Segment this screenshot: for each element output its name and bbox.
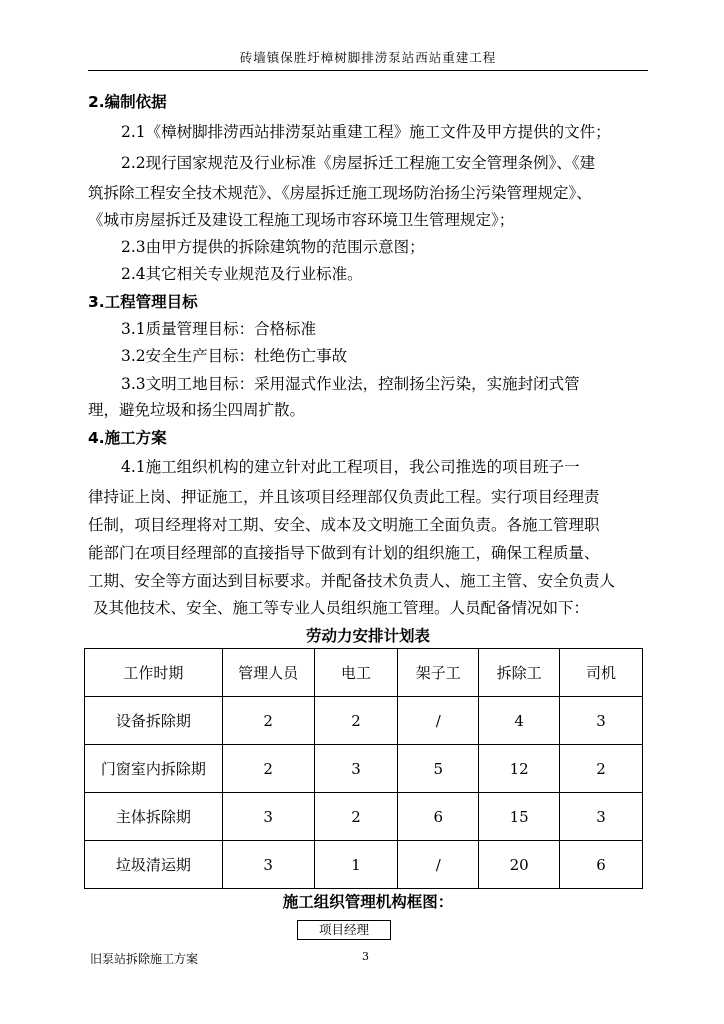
column-header: 管理人员 xyxy=(222,649,314,697)
table-cell: / xyxy=(398,841,479,889)
paragraph-line: 3.3文明工地目标：采用湿式作业法，控制扬尘污染，实施封闭式管 xyxy=(121,375,580,393)
table-cell: 15 xyxy=(479,793,560,841)
labor-table-title: 劳动力安排计划表 xyxy=(305,627,430,645)
table-cell: / xyxy=(398,697,479,745)
table-cell: 1 xyxy=(314,841,398,889)
paragraph-line: 2.1《樟树脚排涝西站排涝泵站重建工程》施工文件及甲方提供的文件； xyxy=(121,123,611,141)
paragraph-line: 4.1施工组织机构的建立针对此工程项目，我公司推选的项目班子一 xyxy=(121,458,580,476)
header-rule xyxy=(88,70,648,71)
paragraph-line: 理，避免垃圾和扬尘四周扩散。 xyxy=(88,401,306,419)
paragraph-line: 2.4其它相关专业规范及行业标准。 xyxy=(121,265,363,283)
paragraph-line: 律持证上岗、押证施工，并且该项目经理部仅负责此工程。实行项目经理责 xyxy=(88,488,600,506)
table-cell: 2 xyxy=(314,793,398,841)
column-header: 电工 xyxy=(314,649,398,697)
paragraph-line: 2.2现行国家规范及行业标准《房屋拆迁工程施工安全管理条例》、《建 xyxy=(121,154,596,172)
section-4-heading: 4.施工方案 xyxy=(88,429,167,447)
table-cell: 垃圾清运期 xyxy=(85,841,223,889)
paragraph-line: 筑拆除工程安全技术规范》、《房屋拆迁施工现场防治扬尘污染管理规定》、 xyxy=(88,184,592,202)
org-chart-box-project-manager: 项目经理 xyxy=(297,920,391,940)
paragraph-line: 工期、安全等方面达到目标要求。并配备技术负责人、施工主管、安全负责人 xyxy=(88,572,616,590)
paragraph-line: 任制，项目经理将对工期、安全、成本及文明施工全面负责。各施工管理职 xyxy=(88,516,600,534)
labor-plan-table xyxy=(84,648,643,889)
table-cell: 3 xyxy=(560,697,643,745)
table-cell: 20 xyxy=(479,841,560,889)
table-cell: 6 xyxy=(398,793,479,841)
org-chart-title: 施工组织管理机构框图： xyxy=(282,893,454,911)
section-2-heading: 2.编制依据 xyxy=(88,93,167,111)
table-cell: 3 xyxy=(222,841,314,889)
table-cell: 2 xyxy=(222,697,314,745)
table-row xyxy=(85,841,643,889)
table-cell: 5 xyxy=(398,745,479,793)
table-cell: 6 xyxy=(560,841,643,889)
table-cell: 设备拆除期 xyxy=(85,697,223,745)
column-header: 拆除工 xyxy=(479,649,560,697)
column-header: 司机 xyxy=(560,649,643,697)
table-header-row xyxy=(85,649,643,697)
table-row xyxy=(85,793,643,841)
table-cell: 3 xyxy=(314,745,398,793)
paragraph-line: 能部门在项目经理部的直接指导下做到有计划的组织施工，确保工程质量、 xyxy=(88,544,600,562)
column-header: 架子工 xyxy=(398,649,479,697)
table-row xyxy=(85,697,643,745)
table-cell: 2 xyxy=(222,745,314,793)
paragraph-line: 3.1质量管理目标：合格标准 xyxy=(121,320,317,338)
column-header: 工作时期 xyxy=(85,649,223,697)
paragraph-line: 3.2安全生产目标：杜绝伤亡事故 xyxy=(121,347,348,365)
paragraph-line: 《城市房屋拆迁及建设工程施工现场市容环境卫生管理规定》； xyxy=(88,211,515,229)
page-header: 砖墙镇保胜圩樟树脚排涝泵站西站重建工程 xyxy=(239,50,497,65)
table-cell: 2 xyxy=(314,697,398,745)
table-cell: 3 xyxy=(560,793,643,841)
table-cell: 2 xyxy=(560,745,643,793)
paragraph-line: 2.3由甲方提供的拆除建筑物的范围示意图； xyxy=(121,238,425,256)
paragraph-line: 及其他技术、安全、施工等专业人员组织施工管理。人员配备情况如下： xyxy=(93,599,590,617)
table-cell: 门窗室内拆除期 xyxy=(85,745,223,793)
table-cell: 12 xyxy=(479,745,560,793)
page-number: 3 xyxy=(362,950,369,963)
table-row xyxy=(85,745,643,793)
section-3-heading: 3.工程管理目标 xyxy=(88,293,198,311)
table-cell: 主体拆除期 xyxy=(85,793,223,841)
footer-doc-name: 旧泵站拆除施工方案 xyxy=(90,952,199,966)
table-cell: 4 xyxy=(479,697,560,745)
table-cell: 3 xyxy=(222,793,314,841)
